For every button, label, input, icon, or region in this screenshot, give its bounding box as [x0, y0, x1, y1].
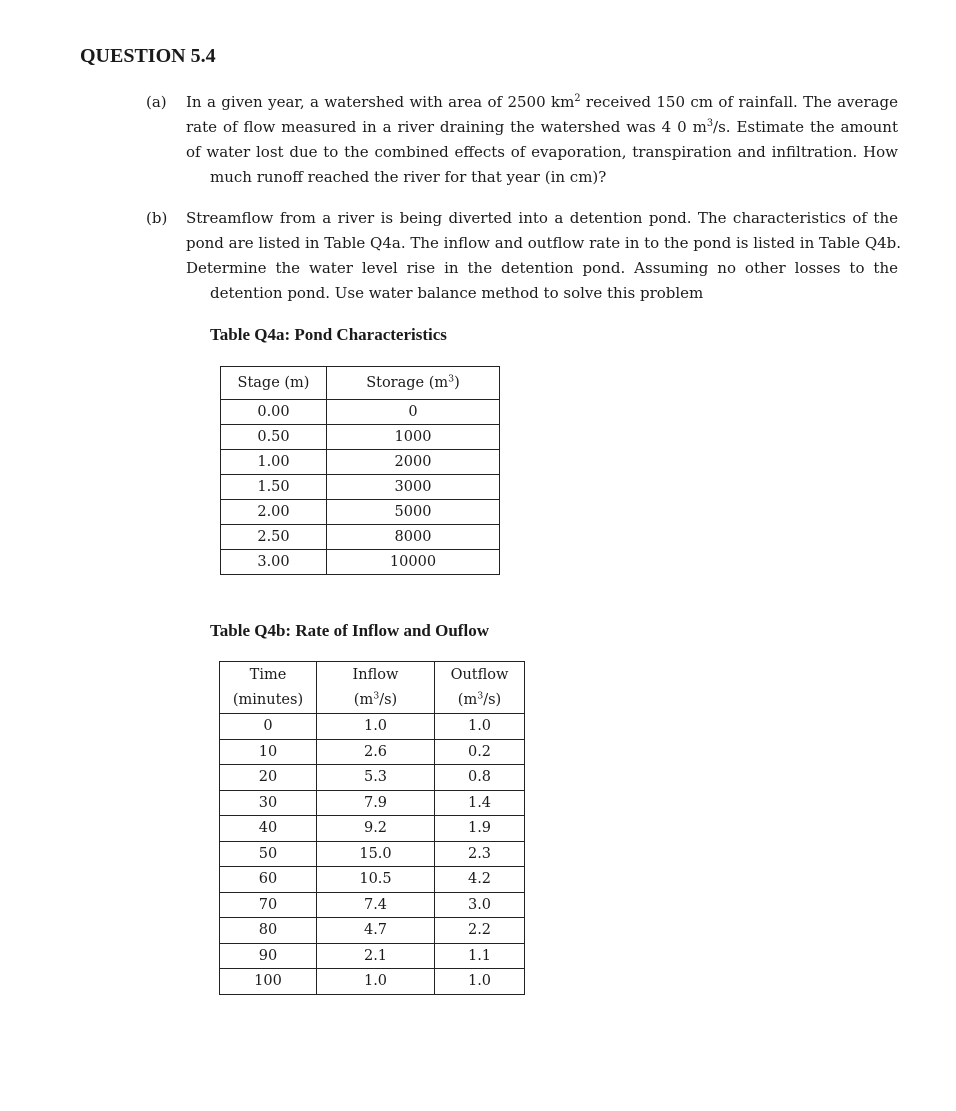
table-cell: 1.0: [435, 969, 525, 995]
table-cell: 100: [220, 969, 317, 995]
table-row: [220, 969, 525, 995]
table-cell: 0.50: [221, 425, 327, 450]
table-cell: 0.2: [435, 739, 525, 765]
table-b-caption: Table Q4b: Rate of Inflow and Ouflow: [210, 621, 489, 640]
table-cell: 1.9: [435, 816, 525, 842]
table-cell: 9.2: [317, 816, 435, 842]
part-b-line-2: pond are listed in Table Q4a. The inflow and outflow rate in to the pond is listed in Table Q4b.: [186, 234, 902, 252]
part-b-line-4: detention pond. Use water balance method to solve this problem: [210, 284, 704, 302]
table-row: [220, 816, 525, 842]
part-b-line-1: Streamflow from a river is being diverted into a detention pond. The characteristics of the: [186, 209, 898, 227]
table-cell: 0: [327, 400, 500, 425]
table-cell: 2.3: [435, 841, 525, 867]
part-a-line-1: In a given year, a watershed with area of 2500 $km^2$ received 150 cm of rainfall. The average: [186, 93, 898, 111]
table-cell: 1000: [327, 425, 500, 450]
table-cell: 60: [220, 867, 317, 893]
table-row: [220, 943, 525, 969]
table-cell: 15.0: [317, 841, 435, 867]
pond-characteristics-table: [220, 366, 500, 575]
table-cell: 1.0: [317, 969, 435, 995]
table-row: [220, 765, 525, 791]
table-row: [221, 425, 500, 450]
table-cell: 5.3: [317, 765, 435, 791]
table-cell: 5000: [327, 500, 500, 525]
table-cell: 1.4: [435, 790, 525, 816]
table-row: [220, 918, 525, 944]
part-a-line-3: of water lost due to the combined effects of evaporation, transpiration and infiltration. How: [186, 143, 898, 161]
table-row: [220, 892, 525, 918]
table-cell: 2.6: [317, 739, 435, 765]
table-cell: 0: [220, 714, 317, 740]
table-cell: 2.50: [221, 525, 327, 550]
table-b-header-row: [220, 662, 525, 714]
table-cell: 10000: [327, 550, 500, 575]
question-heading: QUESTION 5.4: [80, 45, 216, 67]
part-a-label: (a): [146, 93, 167, 111]
table-row: [220, 714, 525, 740]
table-a-header-row: [221, 367, 500, 400]
inflow-outflow-table: [219, 661, 525, 995]
table-row: [220, 790, 525, 816]
table-row: [221, 500, 500, 525]
part-b-label: (b): [146, 209, 168, 227]
table-row: [221, 525, 500, 550]
table-cell: 8000: [327, 525, 500, 550]
table-cell: 40: [220, 816, 317, 842]
table-b-header-inflow: Inflow $(m^3/s)$: [317, 662, 435, 714]
table-cell: 2.1: [317, 943, 435, 969]
table-cell: 7.4: [317, 892, 435, 918]
table-a-header-storage: Storage $(m^3)$: [327, 367, 500, 400]
table-cell: 1.0: [435, 714, 525, 740]
table-cell: 3000: [327, 475, 500, 500]
table-cell: 1.1: [435, 943, 525, 969]
part-b-line-3: Determine the water level rise in the detention pond. Assuming no other losses to the: [186, 259, 898, 277]
table-row: [220, 867, 525, 893]
table-cell: 3.00: [221, 550, 327, 575]
table-cell: 2.00: [221, 500, 327, 525]
table-cell: 1.00: [221, 450, 327, 475]
table-row: [221, 400, 500, 425]
table-row: [221, 475, 500, 500]
table-cell: 1.0: [317, 714, 435, 740]
part-a-text: [0, 90, 956, 190]
table-cell: 2000: [327, 450, 500, 475]
table-cell: 10.5: [317, 867, 435, 893]
table-cell: 0.00: [221, 400, 327, 425]
table-row: [221, 450, 500, 475]
table-cell: 10: [220, 739, 317, 765]
part-b-text: [0, 206, 956, 306]
table-cell: 90: [220, 943, 317, 969]
table-cell: 70: [220, 892, 317, 918]
table-row: [220, 739, 525, 765]
part-a-line-4: much runoff reached the river for that year (in cm)?: [210, 168, 607, 186]
table-b-header-time: Time (minutes): [220, 662, 317, 714]
table-row: [220, 841, 525, 867]
table-cell: 4.7: [317, 918, 435, 944]
table-cell: 80: [220, 918, 317, 944]
part-a-line-2: rate of flow measured in a river draining the watershed was 4 0 $m^3/s$. Estimate the amount: [186, 118, 898, 136]
table-a-header-stage: Stage (m): [221, 367, 327, 400]
table-cell: 30: [220, 790, 317, 816]
table-cell: 0.8: [435, 765, 525, 791]
table-row: [221, 550, 500, 575]
table-cell: 3.0: [435, 892, 525, 918]
table-b-header-outflow: Outflow $(m^3/s)$: [435, 662, 525, 714]
table-cell: 20: [220, 765, 317, 791]
table-cell: 7.9: [317, 790, 435, 816]
table-cell: 4.2: [435, 867, 525, 893]
table-cell: 1.50: [221, 475, 327, 500]
table-cell: 50: [220, 841, 317, 867]
table-a-caption: Table Q4a: Pond Characteristics: [210, 325, 447, 344]
table-cell: 2.2: [435, 918, 525, 944]
